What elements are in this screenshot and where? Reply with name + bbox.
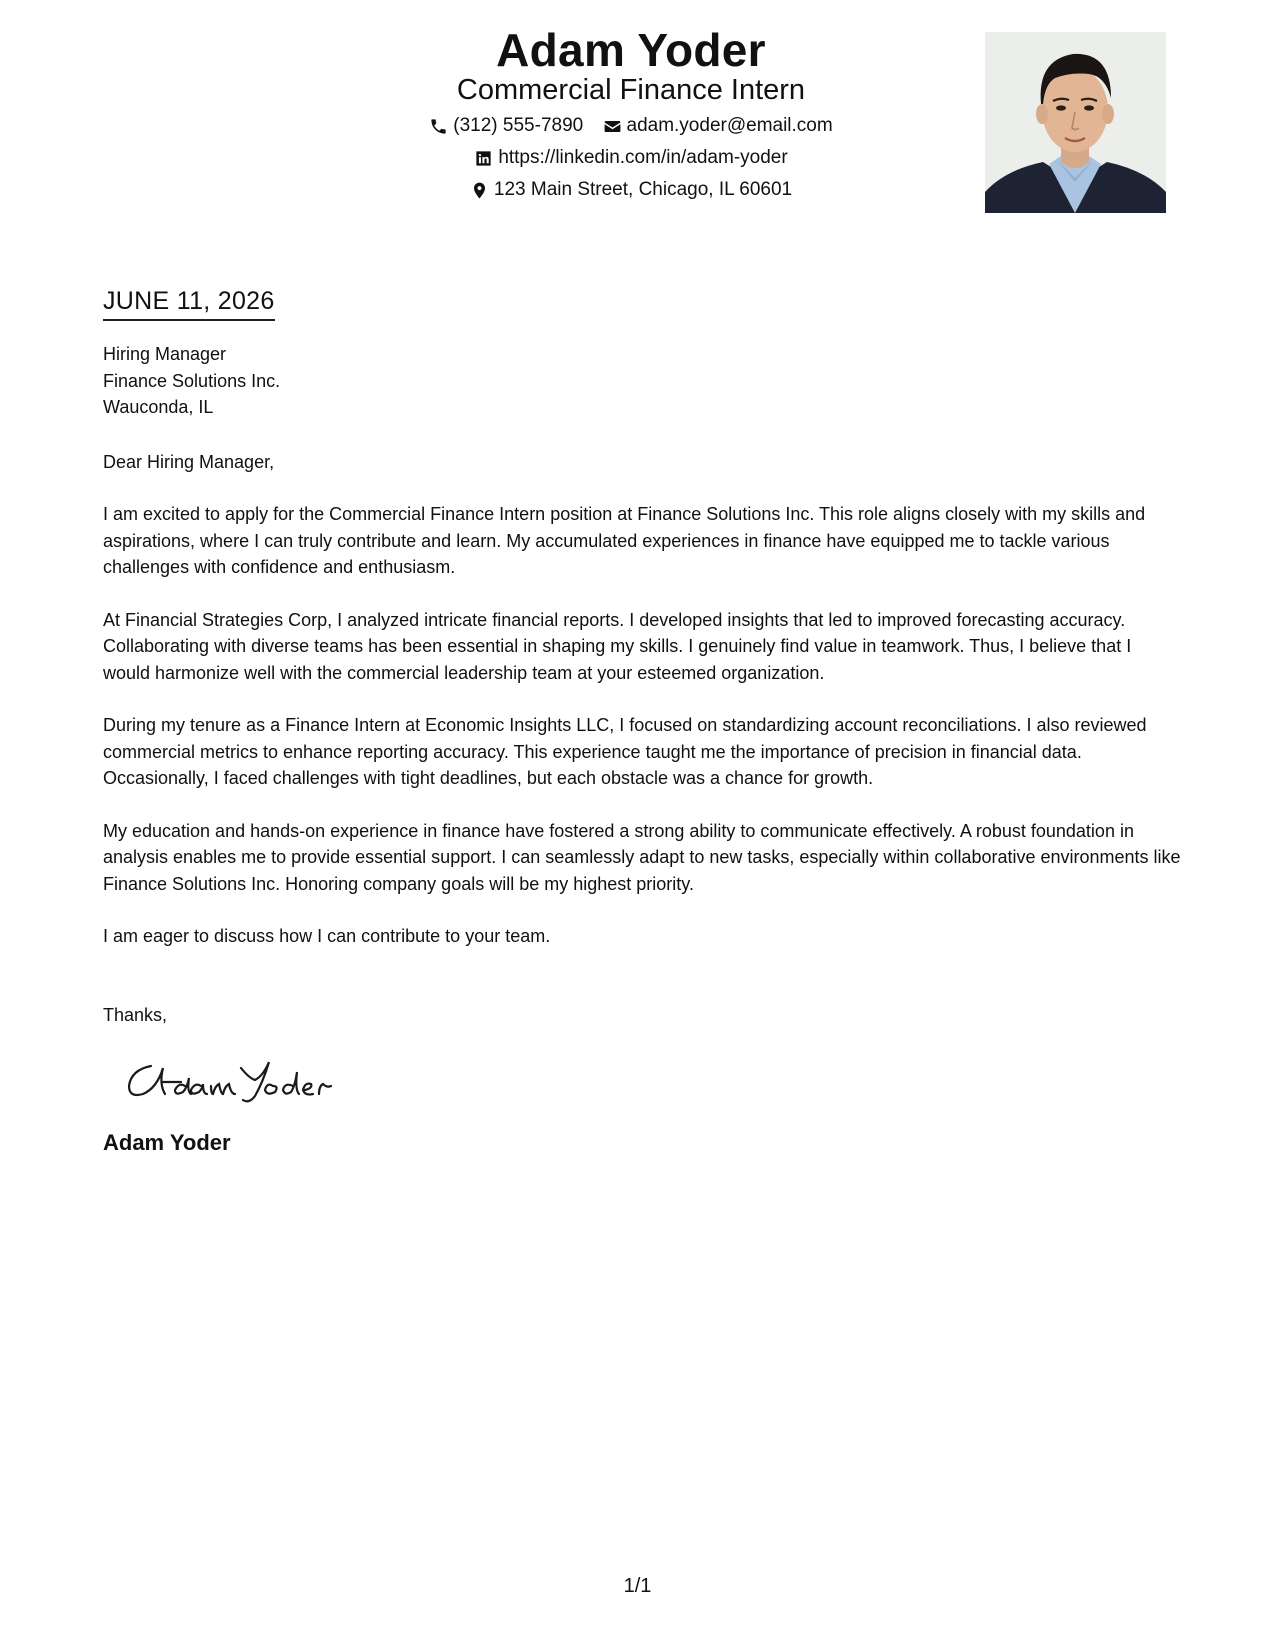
envelope-icon xyxy=(603,117,622,136)
street-address: 123 Main Street, Chicago, IL 60601 xyxy=(493,179,793,200)
paragraph-intro: I am excited to apply for the Commercial Finance Intern position at Finance Solutions Inc. This role aligns closely with my skills and aspirations, where I can truly contribute and learn. My accumulated experiences in finance have equipped me to tackle various challenges with confidence and enthusiasm. xyxy=(103,504,1146,577)
linkedin-url[interactable]: https://linkedin.com/in/adam-yoder xyxy=(498,147,788,168)
address-contact xyxy=(470,177,792,203)
email-contact[interactable] xyxy=(603,113,833,139)
recipient-company: Finance Solutions Inc. xyxy=(103,370,281,391)
page-number: 1/1 xyxy=(623,1575,652,1597)
complimentary-close: Thanks, xyxy=(103,1004,168,1025)
letter-date: JUNE 11, 2026 xyxy=(103,283,275,321)
email-address[interactable]: adam.yoder@email.com xyxy=(626,115,833,136)
applicant-name: Adam Yoder xyxy=(496,24,766,76)
linkedin-contact[interactable] xyxy=(474,145,787,171)
recipient-location: Wauconda, IL xyxy=(103,397,214,417)
paragraph-closing: I am eager to discuss how I can contribute to your team. xyxy=(103,926,551,946)
phone-icon xyxy=(429,117,448,136)
letter-body xyxy=(103,283,1183,1158)
applicant-title: Commercial Finance Intern xyxy=(456,74,806,106)
paragraph-skills: My education and hands-on experience in finance have fostered a strong ability to communicate effectively. A robust foundation in analysis enables me to provide essential support. I can seamlessly adapt to new tasks, especially within collaborative environments like Finance Solutions Inc. Honoring company goals will be my highest priority. xyxy=(103,820,1181,894)
paragraph-experience-1: At Financial Strategies Corp, I analyzed intricate financial reports. I developed insights that led to improved forecasting accuracy. Collaborating with diverse teams has been essential in shaping my skills. I genuinely find value in teamwork. Thus, I believe that I would harmonize well with the commercial leadership team at your esteemed organization. xyxy=(103,609,1132,683)
phone-contact xyxy=(429,113,583,139)
paragraph-experience-2: During my tenure as a Finance Intern at Economic Insights LLC, I focused on standardizing account reconciliations. I also reviewed commercial metrics to enhance reporting accuracy. This experience taught me the importance of precision in financial data. Occasionally, I faced challenges with tight deadlines, but each obstacle was a chance for growth. xyxy=(103,715,1147,788)
profile-photo xyxy=(985,32,1166,213)
map-pin-icon xyxy=(470,181,489,200)
linkedin-icon xyxy=(474,149,493,168)
phone-number: (312) 555-7890 xyxy=(453,115,584,136)
recipient-block xyxy=(103,341,1183,421)
handwritten-signature xyxy=(123,1048,363,1108)
salutation: Dear Hiring Manager, xyxy=(103,451,275,472)
signer-name: Adam Yoder xyxy=(103,1130,231,1155)
recipient-name: Hiring Manager xyxy=(103,344,227,364)
